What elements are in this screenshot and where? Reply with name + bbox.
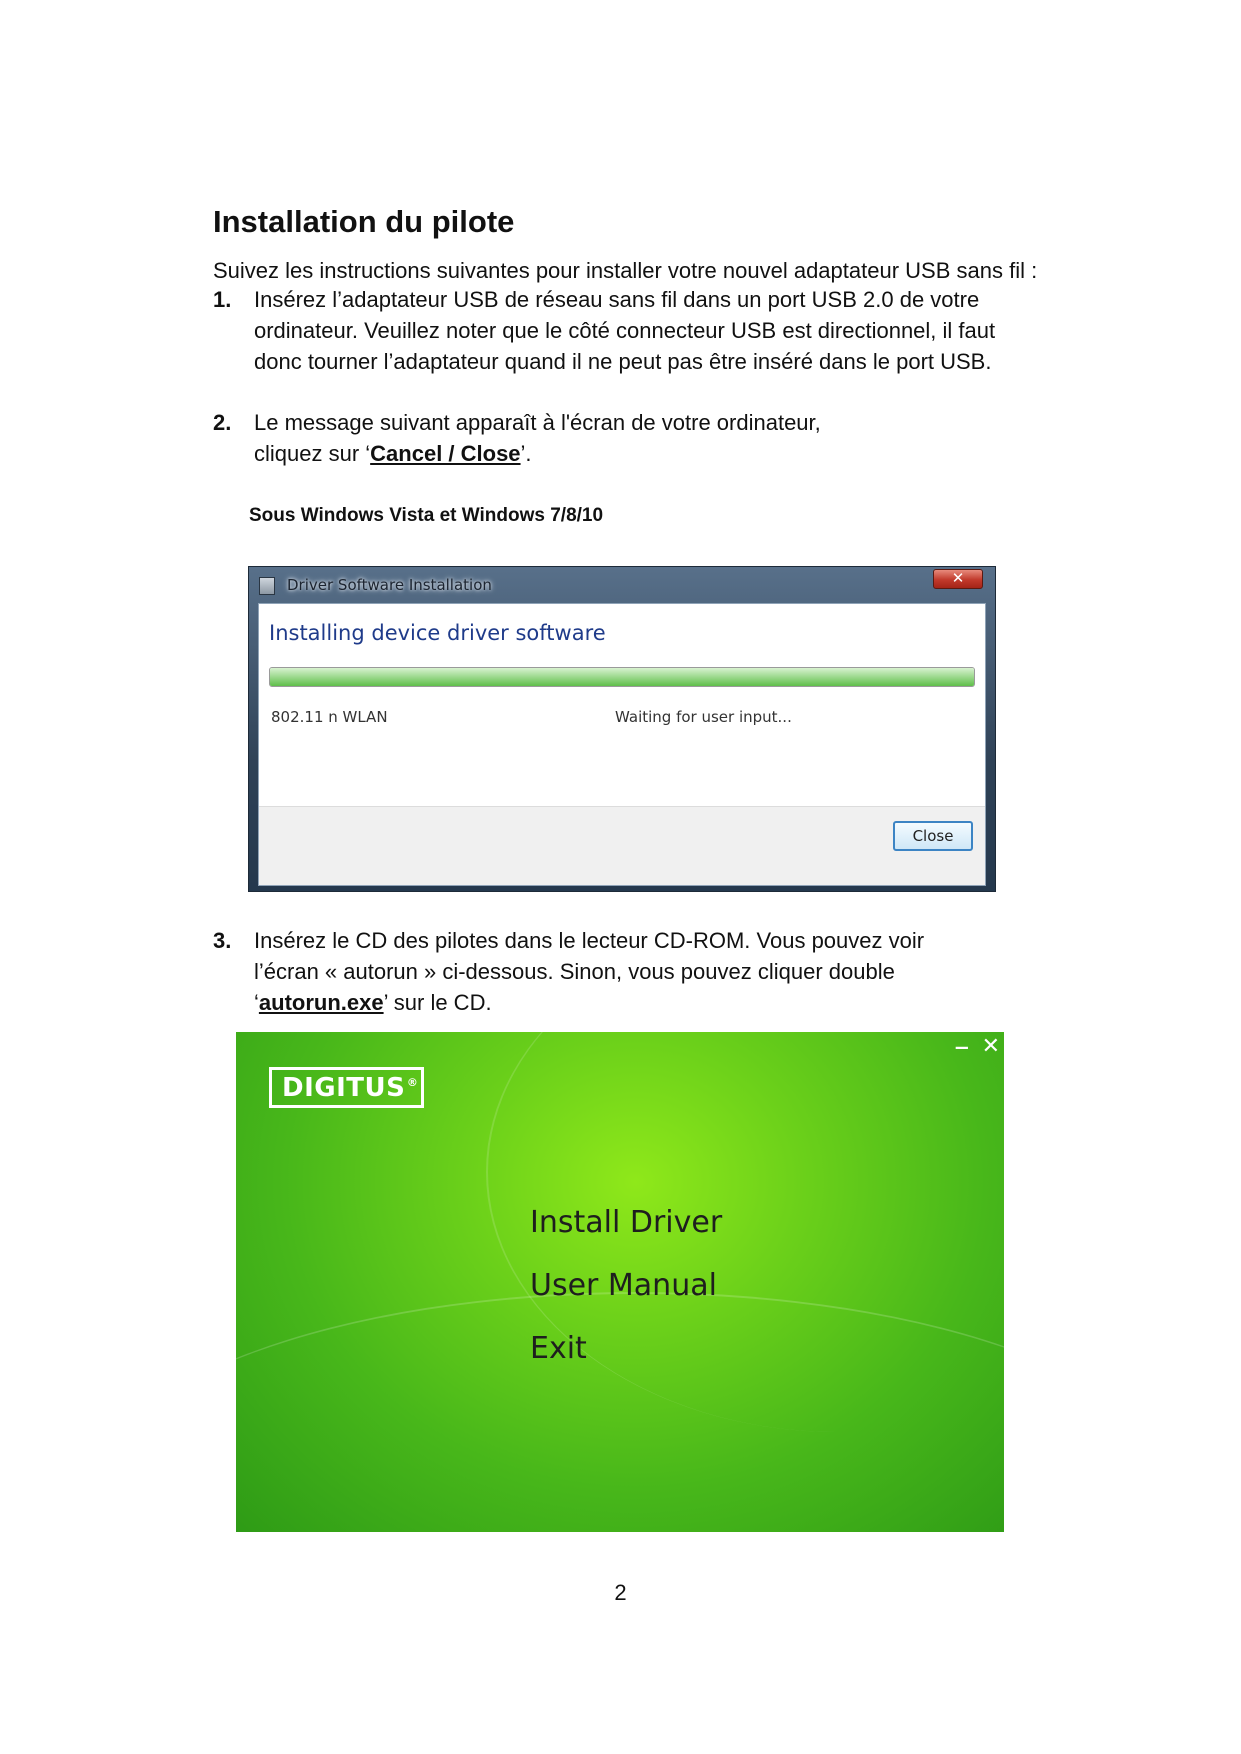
dialog-body [258, 603, 986, 886]
dialog-heading: Installing device driver software [269, 621, 606, 645]
install-driver-menu-item[interactable]: Install Driver [530, 1205, 723, 1240]
step-line: Insérez l’adaptateur USB de réseau sans fil dans un port USB 2.0 de votre [254, 287, 980, 312]
logo-text: DIGITUS [282, 1073, 406, 1103]
exit-menu-item[interactable]: Exit [530, 1331, 587, 1366]
dialog-footer [259, 806, 985, 885]
registered-mark: ® [406, 1076, 419, 1089]
dialog-titlebar [249, 567, 995, 603]
step-line [254, 441, 1094, 472]
driver-install-dialog [248, 566, 996, 892]
step-text [254, 928, 1094, 1021]
user-manual-menu-item[interactable]: User Manual [530, 1268, 717, 1303]
digitus-logo [269, 1067, 424, 1108]
step-text [254, 410, 1094, 472]
step-text-fragment: ‘ [254, 990, 259, 1015]
autorun-window [236, 1032, 1004, 1532]
installer-icon [259, 577, 275, 595]
page-heading: Installation du pilote [213, 204, 515, 239]
step-number: 3. [213, 928, 232, 953]
step-number: 2. [213, 410, 232, 435]
close-icon[interactable]: ✕ [981, 1033, 1000, 1058]
step-line: ordinateur. Veuillez noter que le côté connecteur USB est directionnel, il faut [254, 318, 996, 343]
page-number: 2 [614, 1580, 627, 1605]
step-text-fragment: cliquez sur ‘ [254, 441, 371, 466]
progress-fill [270, 668, 974, 686]
install-progress-bar [269, 667, 975, 687]
step-number: 1. [213, 287, 232, 312]
close-button[interactable]: Close [893, 821, 973, 851]
dialog-close-icon[interactable]: ✕ [933, 569, 983, 589]
step-text-fragment: ’. [520, 441, 532, 466]
step-line: Insérez le CD des pilotes dans le lecteur CD-ROM. Vous pouvez voir [254, 928, 925, 953]
step-text-fragment: ’ sur le CD. [383, 990, 492, 1015]
device-name: 802.11 n WLAN [271, 708, 388, 726]
step-text [254, 287, 1094, 380]
step-line: Le message suivant apparaît à l'écran de votre ordinateur, [254, 410, 821, 435]
step-line: donc tourner l’adaptateur quand il ne peut pas être inséré dans le port USB. [254, 349, 992, 374]
autorun-exe-reference: autorun.exe [258, 990, 384, 1015]
dialog-title: Driver Software Installation [287, 576, 492, 594]
os-subtitle: Sous Windows Vista et Windows 7/8/10 [249, 505, 604, 526]
cancel-close-reference: Cancel / Close [370, 441, 521, 466]
step-line [254, 990, 1094, 1021]
intro-text: Suivez les instructions suivantes pour installer votre nouvel adaptateur USB sans fil : [213, 258, 1038, 283]
minimize-icon[interactable]: ‒ [955, 1034, 968, 1059]
step-line: l’écran « autorun » ci-dessous. Sinon, vous pouvez cliquer double [254, 959, 895, 984]
install-status: Waiting for user input... [615, 708, 792, 726]
